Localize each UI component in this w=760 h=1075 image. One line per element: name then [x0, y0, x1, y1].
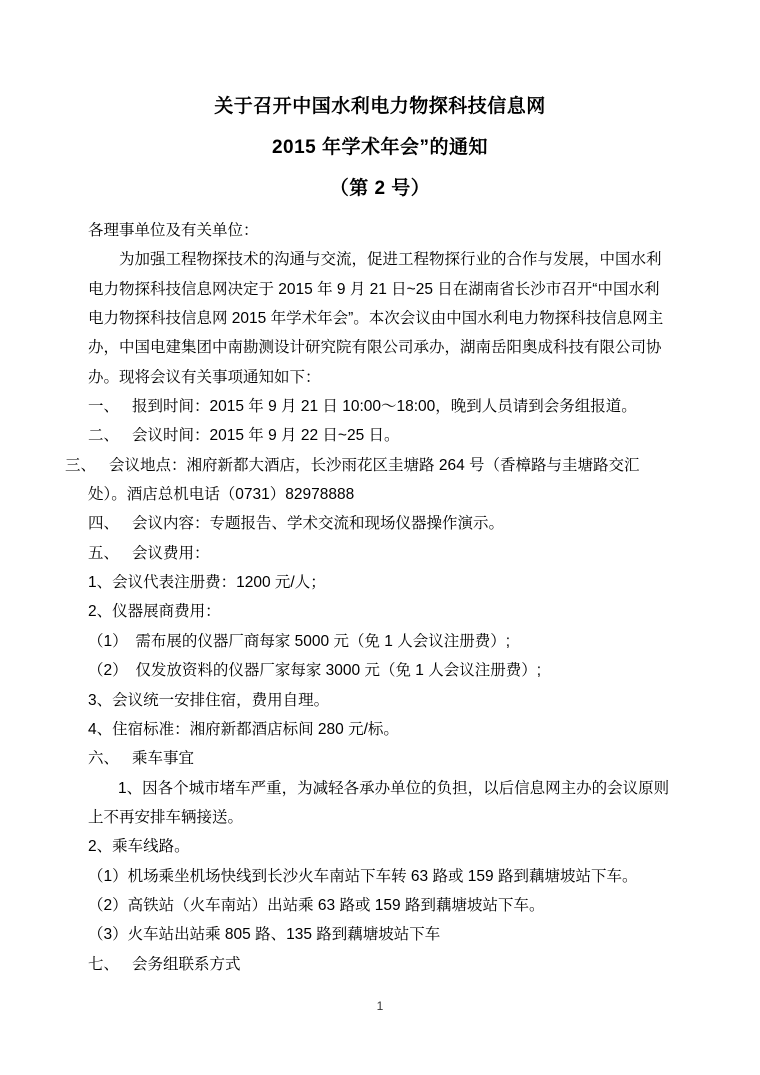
list-item-text: 报到时间：2015 年 9 月 21 日 10:00～18:00，晚到人员请到会务组报道。	[132, 398, 637, 416]
list-item-marker: 四、	[88, 515, 120, 533]
list-item: （2）高铁站（火车南站）出站乘 63 路或 159 路到藕塘坡站下车。	[88, 896, 545, 914]
document-title-line: 关于召开中国水利电力物探科技信息网	[214, 96, 546, 117]
list-item: 3、会议统一安排住宿，费用自理。	[88, 691, 330, 709]
list-item	[88, 744, 672, 773]
list-item-marker: 六、	[88, 750, 120, 768]
list-item: （2） 仅发放资料的仪器厂家每家 3000 元（免 1 人会议注册费）;	[88, 662, 542, 680]
list-item: （1） 需布展的仪器厂商每家 5000 元（免 1 人会议注册费）;	[88, 632, 511, 650]
list-item-text: 乘车事宜	[132, 750, 195, 768]
list-item-text: 会议内容：专题报告、学术交流和现场仪器操作演示。	[132, 515, 505, 533]
list-item-marker: 五、	[88, 544, 120, 562]
list-item: （3）火车站出站乘 805 路、135 路到藕塘坡站下车	[88, 926, 441, 944]
document-body	[65, 216, 672, 979]
list-item-text: 会议费用：	[132, 544, 210, 562]
intro-paragraph: 为加强工程物探技术的沟通与交流，促进工程物探行业的合作与发展，中国水利电力物探科技信息网决定于 2015 年 9 月 21 日~25 日在湖南省长沙市召开“中国水利电力物探科技信息网 2015 年学术年会”。本次会议由中国水利电力物探科技信息网主办，中国电建集团中南勘测设计研究院有限公司承办，湖南岳阳奥成科技有限公司协办。现将会议有关事项通知如下：	[88, 251, 664, 386]
list-item-text: 会务组联系方式	[132, 955, 241, 973]
list-item	[88, 950, 672, 979]
list-item-marker: 七、	[88, 955, 120, 973]
list-item	[88, 392, 672, 421]
list-item	[88, 421, 672, 450]
document-title-line: 2015 年学术年会”的通知	[271, 137, 489, 158]
list-item: 2、仪器展商费用：	[88, 603, 221, 621]
list-item: 1、会议代表注册费：1200 元/人；	[88, 574, 326, 592]
page-number: 1	[376, 999, 384, 1013]
list-item-marker: 三、	[65, 456, 97, 474]
list-item: 4、住宿标准：湘府新都酒店标间 280 元/标。	[88, 720, 399, 738]
list-item	[88, 539, 672, 568]
list-item-text: 会议地点：湘府新都大酒店，长沙雨花区圭塘路 264 号（香樟路与圭塘路交汇处）。酒店总机电话（0731）82978888	[88, 456, 640, 504]
list-item	[65, 451, 672, 510]
salutation: 各理事单位及有关单位：	[88, 222, 259, 239]
list-item-marker: 二、	[88, 427, 120, 445]
list-item: 2、乘车线路。	[88, 838, 190, 856]
list-item: （1）机场乘坐机场快线到长沙火车南站下车转 63 路或 159 路到藕塘坡站下车。	[88, 867, 638, 885]
list-item: 1、因各个城市堵车严重，为减轻各承办单位的负担，以后信息网主办的会议原则上不再安排车辆接送。	[88, 779, 670, 826]
list-item	[88, 509, 672, 538]
list-item-text: 会议时间：2015 年 9 月 22 日~25 日。	[132, 427, 400, 445]
document-title	[88, 86, 672, 209]
list-item-marker: 一、	[88, 398, 120, 416]
document-title-line: （第 2 号）	[329, 178, 431, 199]
